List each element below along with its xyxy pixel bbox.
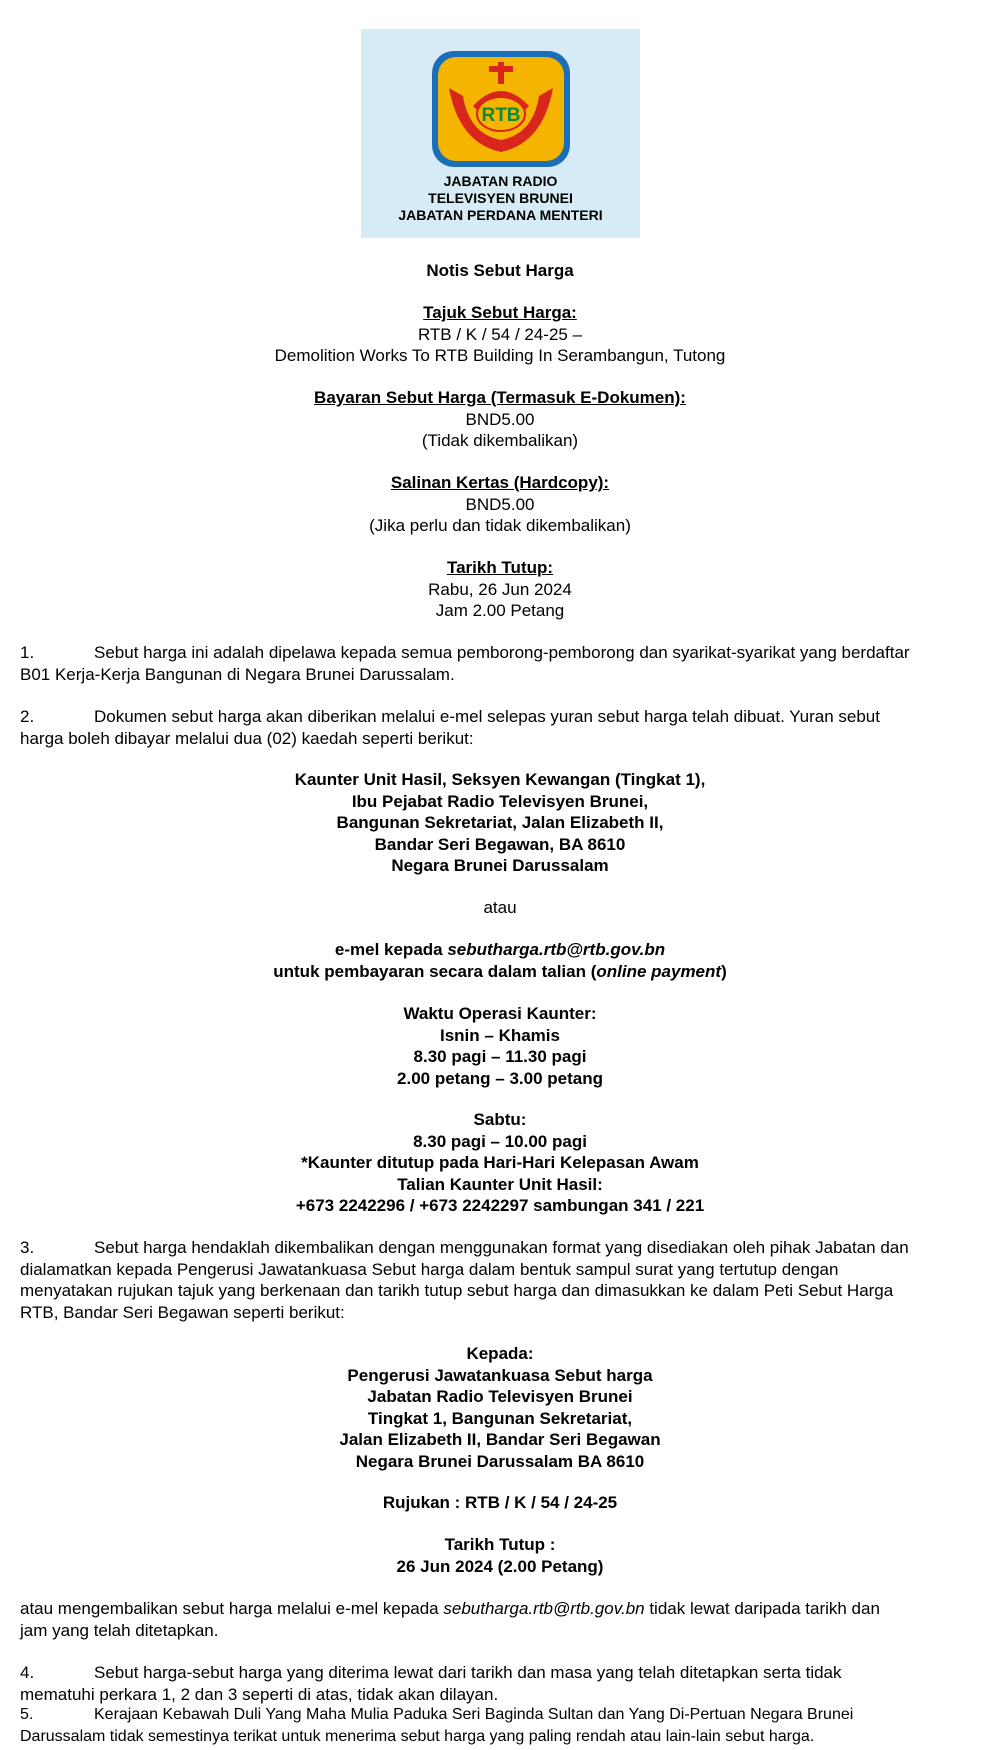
title-section [20,302,980,367]
address-line: Negara Brunei Darussalam [391,856,609,875]
counter-hours [20,1003,980,1089]
para-text: Darussalam tidak semestinya terikat untuk menerima sebut harga yang paling rendah atau lain-lain sebut harga. [20,1727,815,1745]
return-email-link[interactable]: sebutharga.rtb@rtb.gov.bn [443,1599,645,1618]
return-prefix: atau mengembalikan sebut harga melalui e-mel kepada [20,1599,444,1618]
reference-number: Rujukan : RTB / K / 54 / 24-25 [382,1493,618,1512]
recipient-line: Negara Brunei Darussalam BA 8610 [355,1451,645,1471]
para-text: Sebut harga ini adalah dipelawa kepada semua pemborong-pemborong dan syarikat-syarikat yang berdaftar [94,643,910,662]
address-line: Ibu Pejabat Radio Televisyen Brunei, [351,791,649,811]
paragraph-3 [20,1237,980,1323]
hours-line: 2.00 petang – 3.00 petang [397,1068,603,1088]
hardcopy-section [20,472,980,537]
fee-section [20,387,980,452]
return-suffix: tidak lewat daripada tarikh dan [644,1599,880,1618]
hardcopy-note: (Jika perlu dan tidak dikembalikan) [369,516,631,535]
section-heading: Bayaran Sebut Harga (Termasuk E-Dokumen): [314,388,686,407]
para-text: B01 Kerja-Kerja Bangunan di Negara Brunei Darussalam. [20,664,455,684]
para-number: 5. [20,1706,34,1723]
paragraph-4 [20,1662,980,1705]
address-line: Kaunter Unit Hasil, Seksyen Kewangan (Tingkat 1), [294,770,706,789]
svg-text:RTB: RTB [481,105,521,126]
saturday-line: 8.30 pagi – 10.00 pagi [413,1131,587,1151]
logo-caption [361,173,640,224]
closing-section [20,557,980,622]
para-number: 1. [20,643,35,662]
quotation-desc: Demolition Works To RTB Building In Serambangun, Tutong [274,346,726,365]
para-text: Sebut harga hendaklah dikembalikan dengan menggunakan format yang disediakan oleh pihak Jabatan dan [94,1238,909,1257]
para-text: harga boleh dibayar melalui dua (02) kaedah seperti berikut: [20,728,474,748]
para-text: Dokumen sebut harga akan diberikan melalui e-mel selepas yuran sebut harga telah dibuat. Yuran sebut [94,707,880,726]
section-heading: Tajuk Sebut Harga: [423,303,577,322]
address-line: Bangunan Sekretariat, Jalan Elizabeth II, [336,813,664,832]
recipient-line: Jabatan Radio Televisyen Brunei [367,1387,633,1406]
online-payment-text: online payment [596,961,722,981]
email-block [20,939,980,982]
section-heading: Salinan Kertas (Hardcopy): [390,473,610,492]
recipient-address [20,1343,980,1472]
para-text: RTB, Bandar Seri Begawan seperti berikut: [20,1302,345,1322]
hours-line: Waktu Operasi Kaunter: [403,1004,597,1023]
rtb-logo [361,29,640,238]
closing-heading: Tarikh Tutup : [444,1535,556,1554]
logo-line: JABATAN RADIO [443,173,558,189]
logo-line: TELEVISYEN BRUNEI [428,190,573,206]
para-number: 2. [20,707,35,726]
rtb-emblem-icon [429,48,573,170]
para-text: Sebut harga-sebut harga yang diterima lewat dari tarikh dan masa yang telah ditetapkan serta tidak [94,1663,842,1682]
recipient-line: Pengerusi Jawatankuasa Sebut harga [347,1365,653,1385]
counter-address [20,769,980,877]
hours-line: 8.30 pagi – 11.30 pagi [413,1047,587,1066]
paragraph-5 [20,1704,980,1747]
return-email-paragraph [20,1598,980,1641]
para-text: menyatakan rujukan tajuk yang berkenaan dan tarikh tutup sebut harga dan dimasukkan ke dalam Peti Sebut Harga [20,1281,894,1300]
online-prefix: untuk pembayaran secara dalam talian ( [273,961,597,981]
recipient-line: Kepada: [466,1344,534,1363]
online-suffix: ) [721,961,727,981]
saturday-line: Sabtu: [473,1110,527,1129]
paragraph-2 [20,706,980,749]
saturday-hours [20,1109,980,1217]
address-line: Bandar Seri Begawan, BA 8610 [374,834,626,854]
saturday-line: Talian Kaunter Unit Hasil: [397,1174,603,1194]
section-heading: Tarikh Tutup: [446,558,554,577]
para-number: 3. [20,1238,35,1257]
paragraph-1 [20,642,980,685]
recipient-line: Tingkat 1, Bangunan Sekretariat, [367,1408,633,1428]
return-text: jam yang telah ditetapkan. [20,1620,219,1640]
or-text: atau [483,898,517,917]
para-text: mematuhi perkara 1, 2 dan 3 seperti di atas, tidak akan dilayan. [20,1684,499,1704]
notice-title: Notis Sebut Harga [426,261,574,280]
para-text: Kerajaan Kebawah Duli Yang Maha Mulia Paduka Seri Baginda Sultan dan Yang Di-Pertuan Negara Brunei [94,1706,854,1723]
logo-line: JABATAN PERDANA MENTERI [398,207,603,223]
closing-time: Jam 2.00 Petang [435,601,565,620]
quotation-ref: RTB / K / 54 / 24-25 – [417,324,583,344]
fee-note: (Tidak dikembalikan) [421,431,579,450]
saturday-line: +673 2242296 / +673 2242297 sambungan 341 / 221 [295,1196,705,1215]
para-text: dialamatkan kepada Pengerusi Jawatankuasa Sebut harga dalam bentuk sampul surat yang tertutup dengan [20,1259,839,1279]
hardcopy-amount: BND5.00 [465,494,535,514]
closing-date: Rabu, 26 Jun 2024 [428,579,572,599]
recipient-line: Jalan Elizabeth II, Bandar Seri Begawan [339,1430,661,1449]
para-number: 4. [20,1663,35,1682]
closing-section-2 [20,1534,980,1577]
saturday-line: *Kaunter ditutup pada Hari-Hari Kelepasan Awam [301,1153,699,1172]
closing-datetime: 26 Jun 2024 (2.00 Petang) [396,1556,604,1576]
payment-email-link[interactable]: sebutharga.rtb@rtb.gov.bn [447,940,666,959]
email-prefix: e-mel kepada [334,940,448,959]
fee-amount: BND5.00 [465,409,535,429]
hours-line: Isnin – Khamis [440,1025,560,1045]
